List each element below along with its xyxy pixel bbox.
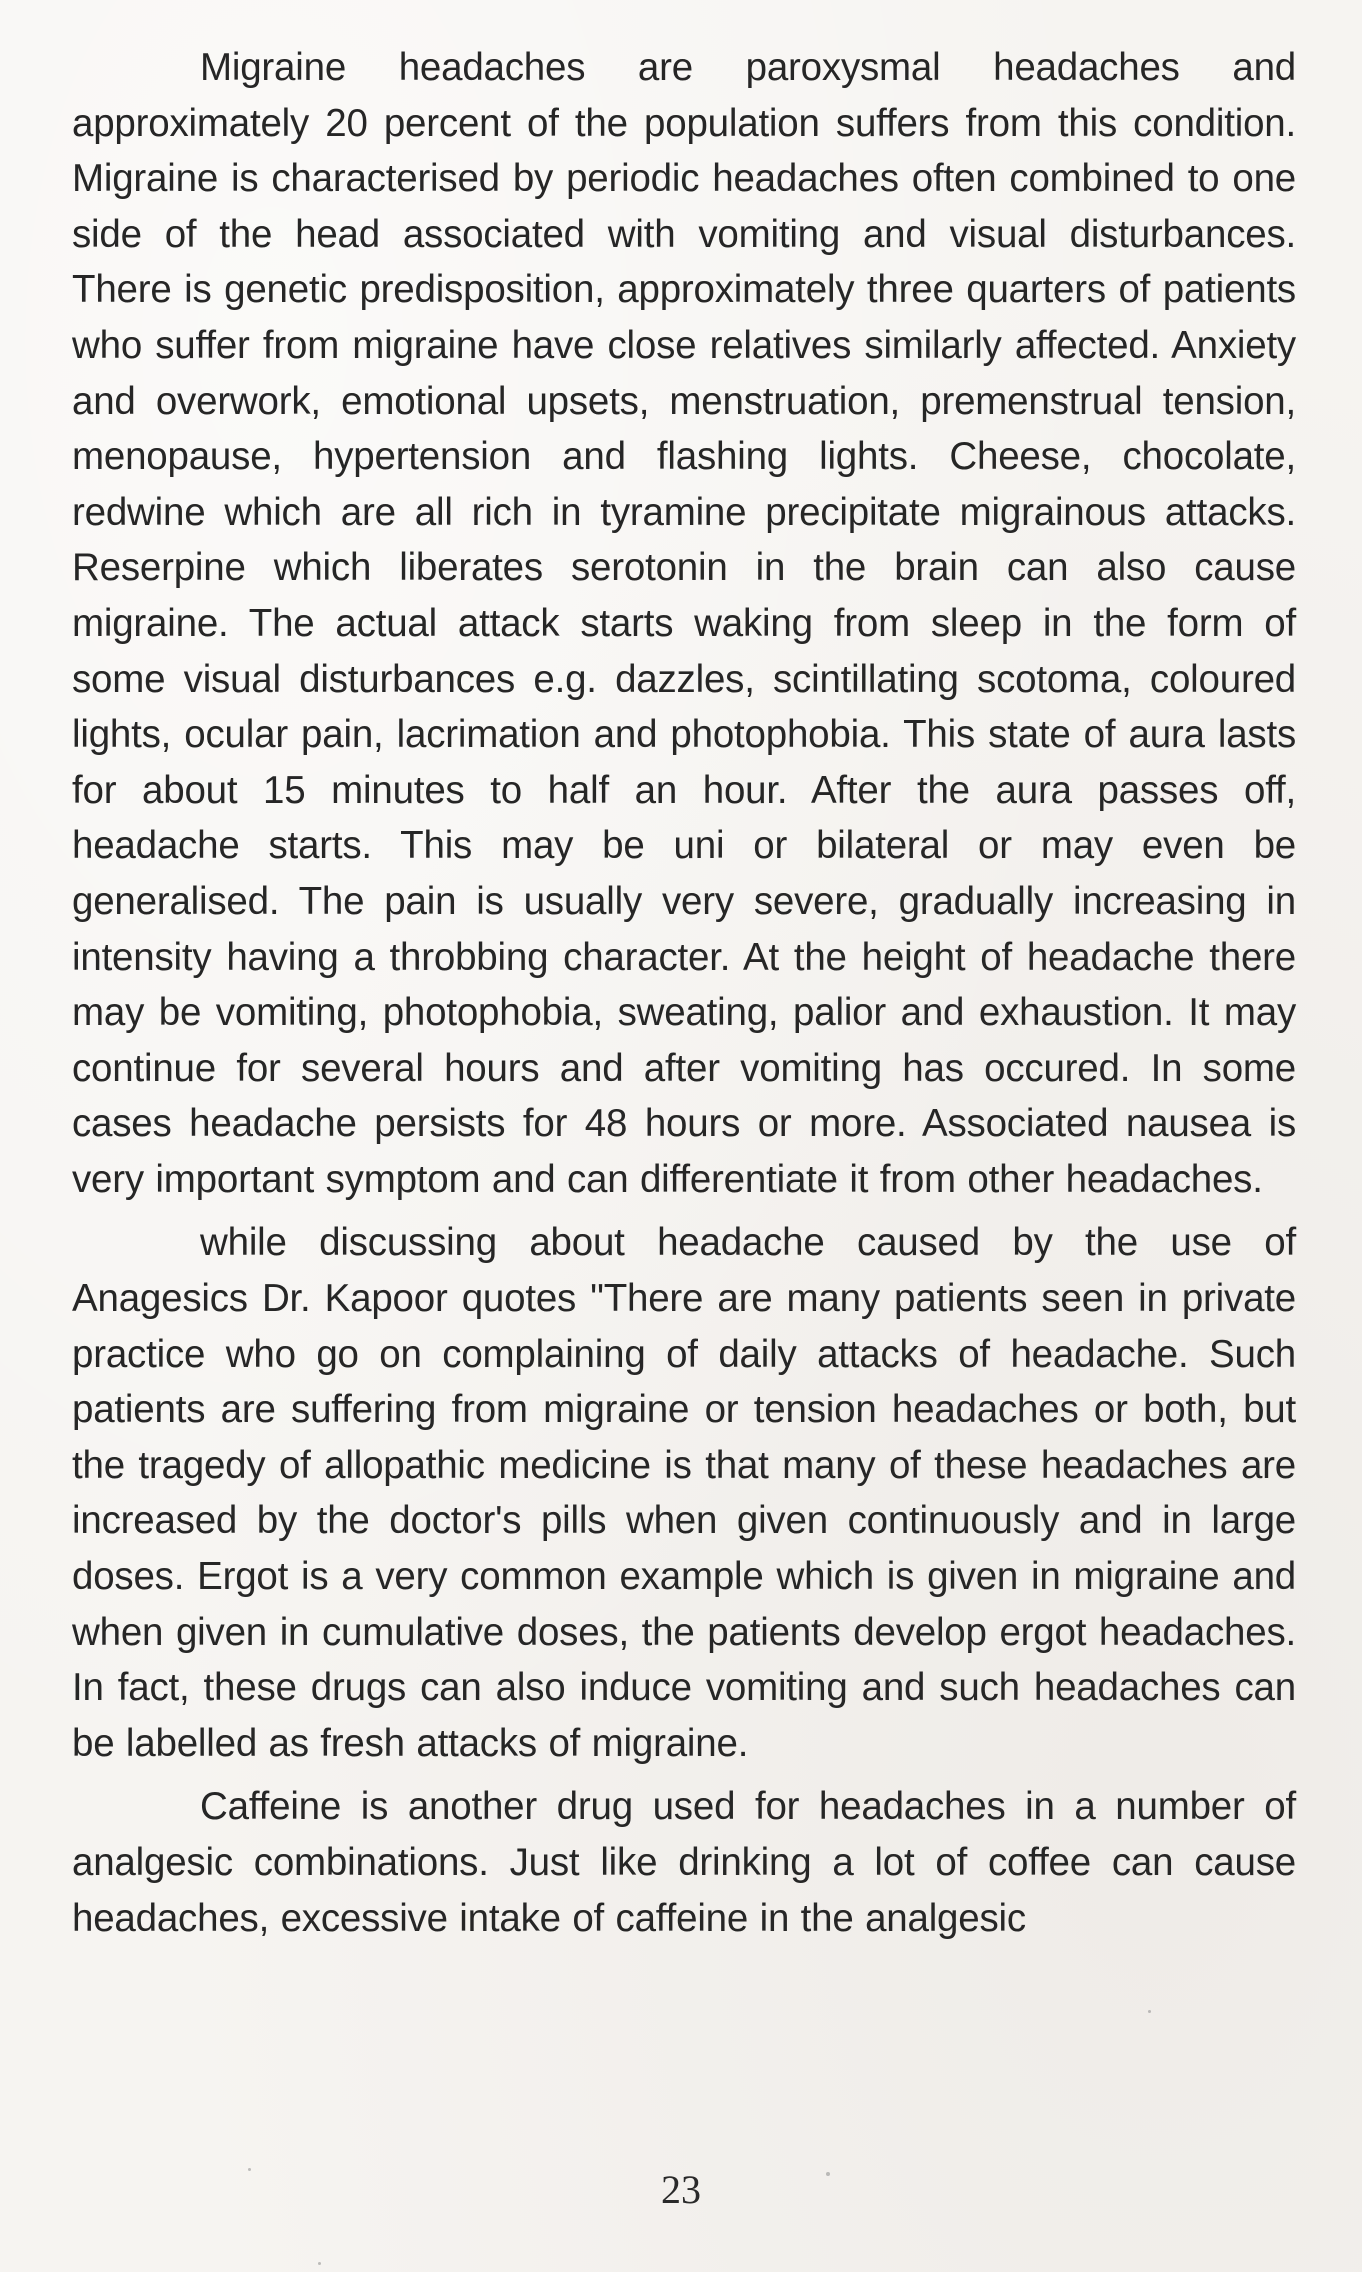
paragraph-analgesic-headache-quote: while discussing about headache caused by the use of Anagesics Dr. Kapoor quotes "There are many patients seen in private practice who go on complaining of daily attacks of headache. Such patients are suffering from migraine or tension headaches or both, but the tragedy of allopathic medicine is that many of these headaches are increased by the doctor's pills when given continuously and in large doses. Ergot is a very common example which is given in migraine and when given in cumulative doses, the patients develop ergot headaches. In fact, these drugs can also induce vomiting and such headaches can be labelled as fresh attacks of migraine.	[72, 1221, 1296, 1765]
body-text	[72, 40, 1296, 1946]
page-number: 23	[661, 2167, 701, 2212]
paragraph-migraine-description: Migraine headaches are paroxysmal headaches and approximately 20 percent of the population suffers from this condition. Migraine is characterised by periodic headaches often combined to one side of the head associated with vomiting and visual disturbances. There is genetic predisposition, approximately three quarters of patients who suffer from migraine have close relatives similarly affected. Anxiety and overwork, emotional upsets, menstruation, premenstrual tension, menopause, hypertension and flashing lights. Cheese, chocolate, redwine which are all rich in tyramine precipitate migrainous attacks. Reserpine which liberates serotonin in the brain can also cause migraine. The actual attack starts waking from sleep in the form of some visual disturbances e.g. dazzles, scintillating scotoma, coloured lights, ocular pain, lacrimation and photophobia. This state of aura lasts for about 15 minutes to half an hour. After the aura passes off, headache starts. This may be uni or bilateral or may even be generalised. The pain is usually very severe, gradually increasing in intensity having a throbbing character. At the height of headache there may be vomiting, photophobia, sweating, palior and exhaustion. It may continue for several hours and after vomiting has occured. In some cases headache persists for 48 hours or more. Associated nausea is very important symptom and can differentiate it from other headaches.	[72, 46, 1296, 1201]
scan-speck	[1148, 2010, 1151, 2013]
paragraph-caffeine: Caffeine is another drug used for headaches in a number of analgesic combinations. Just like drinking a lot of coffee can cause headaches, excessive intake of caffeine in the analgesic	[72, 1785, 1296, 1940]
scan-speck	[826, 2172, 830, 2176]
scan-speck	[318, 2262, 321, 2265]
scan-speck	[248, 2168, 251, 2171]
